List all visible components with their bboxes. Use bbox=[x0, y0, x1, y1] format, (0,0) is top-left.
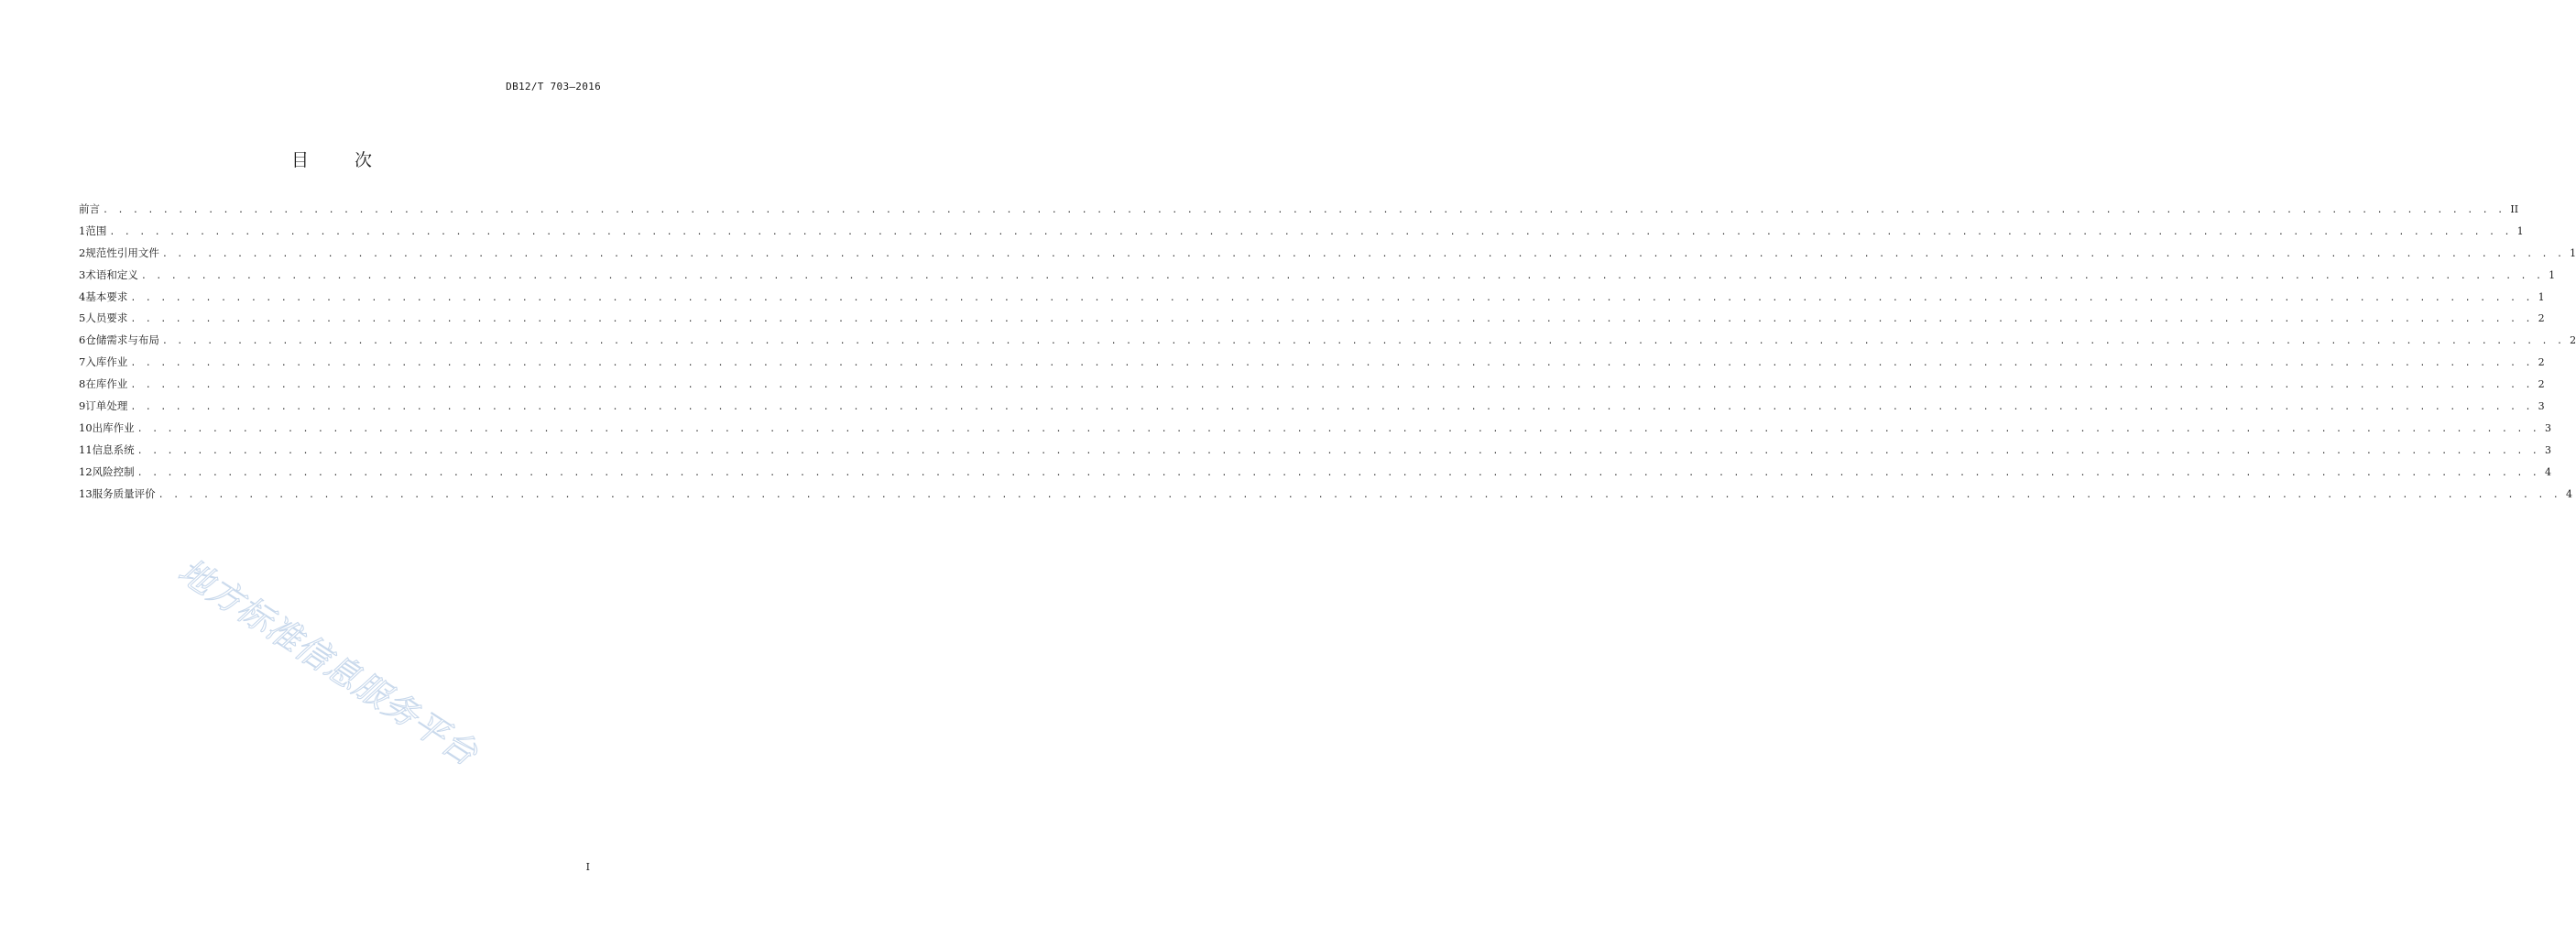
toc-leader-dots: . . . . . . . . . . . . . . . . . . . . . . . . . . . . . . . . . . . . . . . . . . . . . . . . . . . . . . . . . . . . . . . . . . . . . . . . . . . . . . . . . . . . . . . . . . . . . . . . . . . . . . . . . . . . . . . . . . . . . . . . . . . . . . . . . . . . . . . . . . . . . . . . . . . . . . . . . . . . . . . . bbox=[130, 292, 2533, 303]
toc-entry-normative-references[interactable] bbox=[79, 244, 2576, 266]
toc-entry-label: 人员要求 bbox=[85, 311, 128, 325]
toc-leader-dots: . . . . . . . . . . . . . . . . . . . . . . . . . . . . . . . . . . . . . . . . . . . . . . . . . . . . . . . . . . . . . . . . . . . . . . . . . . . . . . . . . . . . . . . . . . . . . . . . . . . . . . . . . . . . . . . . . . . . . . . . . . . . . . . . . . . . . . . . . . . . . . . . . . . . . . . . . . . . . . . . bbox=[140, 270, 2544, 281]
toc-entry-page: 1 bbox=[2549, 268, 2556, 281]
toc-entry-label: 信息系统 bbox=[92, 442, 135, 456]
toc-entry-number: 4 bbox=[79, 289, 86, 303]
toc-title: 目 次 bbox=[290, 150, 393, 170]
toc-entry-number: 3 bbox=[79, 267, 86, 281]
toc-entry-basic-requirements[interactable] bbox=[79, 288, 2545, 310]
toc-entry-number: 9 bbox=[79, 399, 86, 413]
toc-entry-page: 4 bbox=[2565, 487, 2572, 500]
toc-entry-in-storage-operations[interactable] bbox=[79, 375, 2545, 397]
toc-entry-page: 2 bbox=[2538, 356, 2545, 369]
toc-leader-dots: . . . . . . . . . . . . . . . . . . . . . . . . . . . . . . . . . . . . . . . . . . . . . . . . . . . . . . . . . . . . . . . . . . . . . . . . . . . . . . . . . . . . . . . . . . . . . . . . . . . . . . . . . . . . . . . . . . . . . . . . . . . . . . . . . . . . . . . . . . . . . . . . . . . . . . . . . . . . . . . . bbox=[103, 205, 2505, 215]
toc-leader-dots: . . . . . . . . . . . . . . . . . . . . . . . . . . . . . . . . . . . . . . . . . . . . . . . . . . . . . . . . . . . . . . . . . . . . . . . . . . . . . . . . . . . . . . . . . . . . . . . . . . . . . . . . . . . . . . . . . . . . . . . . . . . . . . . . . . . . . . . . . . . . . . . . . . . . . . . . . . . . . . . . bbox=[130, 358, 2533, 369]
toc-entry-label: 订单处理 bbox=[85, 399, 128, 413]
toc-leader-dots: . . . . . . . . . . . . . . . . . . . . . . . . . . . . . . . . . . . . . . . . . . . . . . . . . . . . . . . . . . . . . . . . . . . . . . . . . . . . . . . . . . . . . . . . . . . . . . . . . . . . . . . . . . . . . . . . . . . . . . . . . . . . . . . . . . . . . . . . . . . . . . . . . . . . . . . . . . . . . . . . bbox=[130, 380, 2533, 391]
toc-entry-page: 1 bbox=[2570, 246, 2576, 259]
toc-entry-number: 6 bbox=[79, 333, 86, 347]
toc-entry-page: 4 bbox=[2544, 465, 2551, 478]
toc-entry-label: 风险控制 bbox=[92, 464, 135, 478]
toc-entry-inbound-operations[interactable] bbox=[79, 353, 2545, 375]
toc-entry-information-system[interactable] bbox=[79, 441, 2551, 463]
toc-entry-number: 2 bbox=[79, 245, 86, 259]
toc-entry-page: 2 bbox=[2538, 378, 2545, 391]
toc-leader-dots: . . . . . . . . . . . . . . . . . . . . . . . . . . . . . . . . . . . . . . . . . . . . . . . . . . . . . . . . . . . . . . . . . . . . . . . . . . . . . . . . . . . . . . . . . . . . . . . . . . . . . . . . . . . . . . . . . . . . . . . . . . . . . . . . . . . . . . . . . . . . . . . . . . . . . . . . . . . . . . . . bbox=[136, 423, 2539, 434]
toc-entry-label: 术语和定义 bbox=[85, 267, 138, 281]
toc-entry-page: 3 bbox=[2544, 421, 2551, 434]
toc-entry-foreword[interactable] bbox=[79, 200, 2519, 222]
watermark-text: 地方标准信息服务平台 bbox=[171, 551, 486, 774]
toc-entry-page: II bbox=[2510, 203, 2519, 215]
toc-entry-number: 8 bbox=[79, 377, 86, 391]
toc-entry-label: 服务质量评价 bbox=[92, 486, 156, 500]
standard-code: DB12/T 703—2016 bbox=[506, 81, 601, 93]
toc-entry-page: 3 bbox=[2544, 443, 2551, 456]
toc-entry-label: 基本要求 bbox=[85, 289, 128, 303]
toc-leader-dots: . . . . . . . . . . . . . . . . . . . . . . . . . . . . . . . . . . . . . . . . . . . . . . . . . . . . . . . . . . . . . . . . . . . . . . . . . . . . . . . . . . . . . . . . . . . . . . . . . . . . . . . . . . . . . . . . . . . . . . . . . . . . . . . . . . . . . . . . . . . . . . . . . . . . . . . . . . . . . . . . bbox=[109, 226, 2512, 237]
toc-entry-outbound-operations[interactable] bbox=[79, 419, 2551, 441]
toc-entry-page: 3 bbox=[2538, 400, 2545, 413]
toc-leader-dots: . . . . . . . . . . . . . . . . . . . . . . . . . . . . . . . . . . . . . . . . . . . . . . . . . . . . . . . . . . . . . . . . . . . . . . . . . . . . . . . . . . . . . . . . . . . . . . . . . . . . . . . . . . . . . . . . . . . . . . . . . . . . . . . . . . . . . . . . . . . . . . . . . . . . . . . . . . . . . . . . bbox=[161, 336, 2565, 347]
toc-entry-number: 5 bbox=[79, 311, 86, 325]
toc-entry-label: 前言 bbox=[79, 202, 100, 215]
toc-leader-dots: . . . . . . . . . . . . . . . . . . . . . . . . . . . . . . . . . . . . . . . . . . . . . . . . . . . . . . . . . . . . . . . . . . . . . . . . . . . . . . . . . . . . . . . . . . . . . . . . . . . . . . . . . . . . . . . . . . . . . . . . . . . . . . . . . . . . . . . . . . . . . . . . . . . . . . . . . . . . . . . . bbox=[130, 314, 2533, 325]
toc-entry-terms-definitions[interactable] bbox=[79, 266, 2556, 288]
toc-entry-label: 范围 bbox=[85, 224, 107, 237]
toc-entry-number: 12 bbox=[79, 464, 93, 478]
toc-entry-page: 1 bbox=[2516, 224, 2524, 237]
toc-entry-label: 仓储需求与布局 bbox=[85, 333, 159, 347]
toc-entry-label: 入库作业 bbox=[85, 355, 128, 369]
toc-leader-dots: . . . . . . . . . . . . . . . . . . . . . . . . . . . . . . . . . . . . . . . . . . . . . . . . . . . . . . . . . . . . . . . . . . . . . . . . . . . . . . . . . . . . . . . . . . . . . . . . . . . . . . . . . . . . . . . . . . . . . . . . . . . . . . . . . . . . . . . . . . . . . . . . . . . . . . . . . . . . . . . . bbox=[136, 467, 2539, 478]
toc-entry-page: 2 bbox=[2538, 312, 2545, 325]
toc-entry-scope[interactable] bbox=[79, 222, 2524, 244]
toc-entry-number: 13 bbox=[79, 486, 93, 500]
toc-entry-number: 1 bbox=[79, 224, 86, 237]
toc-entry-label: 出库作业 bbox=[92, 420, 135, 434]
table-of-contents bbox=[79, 200, 2576, 506]
toc-entry-number: 11 bbox=[79, 442, 93, 456]
page-number: I bbox=[585, 861, 590, 873]
toc-entry-label: 在库作业 bbox=[85, 377, 128, 391]
toc-entry-personnel-requirements[interactable] bbox=[79, 309, 2545, 331]
toc-entry-number: 10 bbox=[79, 420, 93, 434]
toc-entry-service-quality-evaluation[interactable] bbox=[79, 485, 2572, 507]
toc-entry-number: 7 bbox=[79, 355, 86, 369]
toc-leader-dots: . . . . . . . . . . . . . . . . . . . . . . . . . . . . . . . . . . . . . . . . . . . . . . . . . . . . . . . . . . . . . . . . . . . . . . . . . . . . . . . . . . . . . . . . . . . . . . . . . . . . . . . . . . . . . . . . . . . . . . . . . . . . . . . . . . . . . . . . . . . . . . . . . . . . . . . . . . . . . . . . bbox=[158, 489, 2560, 500]
toc-entry-storage-layout[interactable] bbox=[79, 331, 2576, 353]
toc-leader-dots: . . . . . . . . . . . . . . . . . . . . . . . . . . . . . . . . . . . . . . . . . . . . . . . . . . . . . . . . . . . . . . . . . . . . . . . . . . . . . . . . . . . . . . . . . . . . . . . . . . . . . . . . . . . . . . . . . . . . . . . . . . . . . . . . . . . . . . . . . . . . . . . . . . . . . . . . . . . . . . . . bbox=[136, 445, 2539, 456]
toc-leader-dots: . . . . . . . . . . . . . . . . . . . . . . . . . . . . . . . . . . . . . . . . . . . . . . . . . . . . . . . . . . . . . . . . . . . . . . . . . . . . . . . . . . . . . . . . . . . . . . . . . . . . . . . . . . . . . . . . . . . . . . . . . . . . . . . . . . . . . . . . . . . . . . . . . . . . . . . . . . . . . . . . bbox=[130, 402, 2533, 413]
toc-entry-page: 2 bbox=[2570, 334, 2576, 347]
toc-leader-dots: . . . . . . . . . . . . . . . . . . . . . . . . . . . . . . . . . . . . . . . . . . . . . . . . . . . . . . . . . . . . . . . . . . . . . . . . . . . . . . . . . . . . . . . . . . . . . . . . . . . . . . . . . . . . . . . . . . . . . . . . . . . . . . . . . . . . . . . . . . . . . . . . . . . . . . . . . . . . . . . . bbox=[161, 248, 2565, 259]
toc-entry-order-processing[interactable] bbox=[79, 397, 2545, 419]
watermark bbox=[165, 540, 550, 797]
toc-entry-label: 规范性引用文件 bbox=[85, 245, 159, 259]
toc-entry-risk-control[interactable] bbox=[79, 463, 2551, 485]
toc-entry-page: 1 bbox=[2538, 290, 2545, 303]
